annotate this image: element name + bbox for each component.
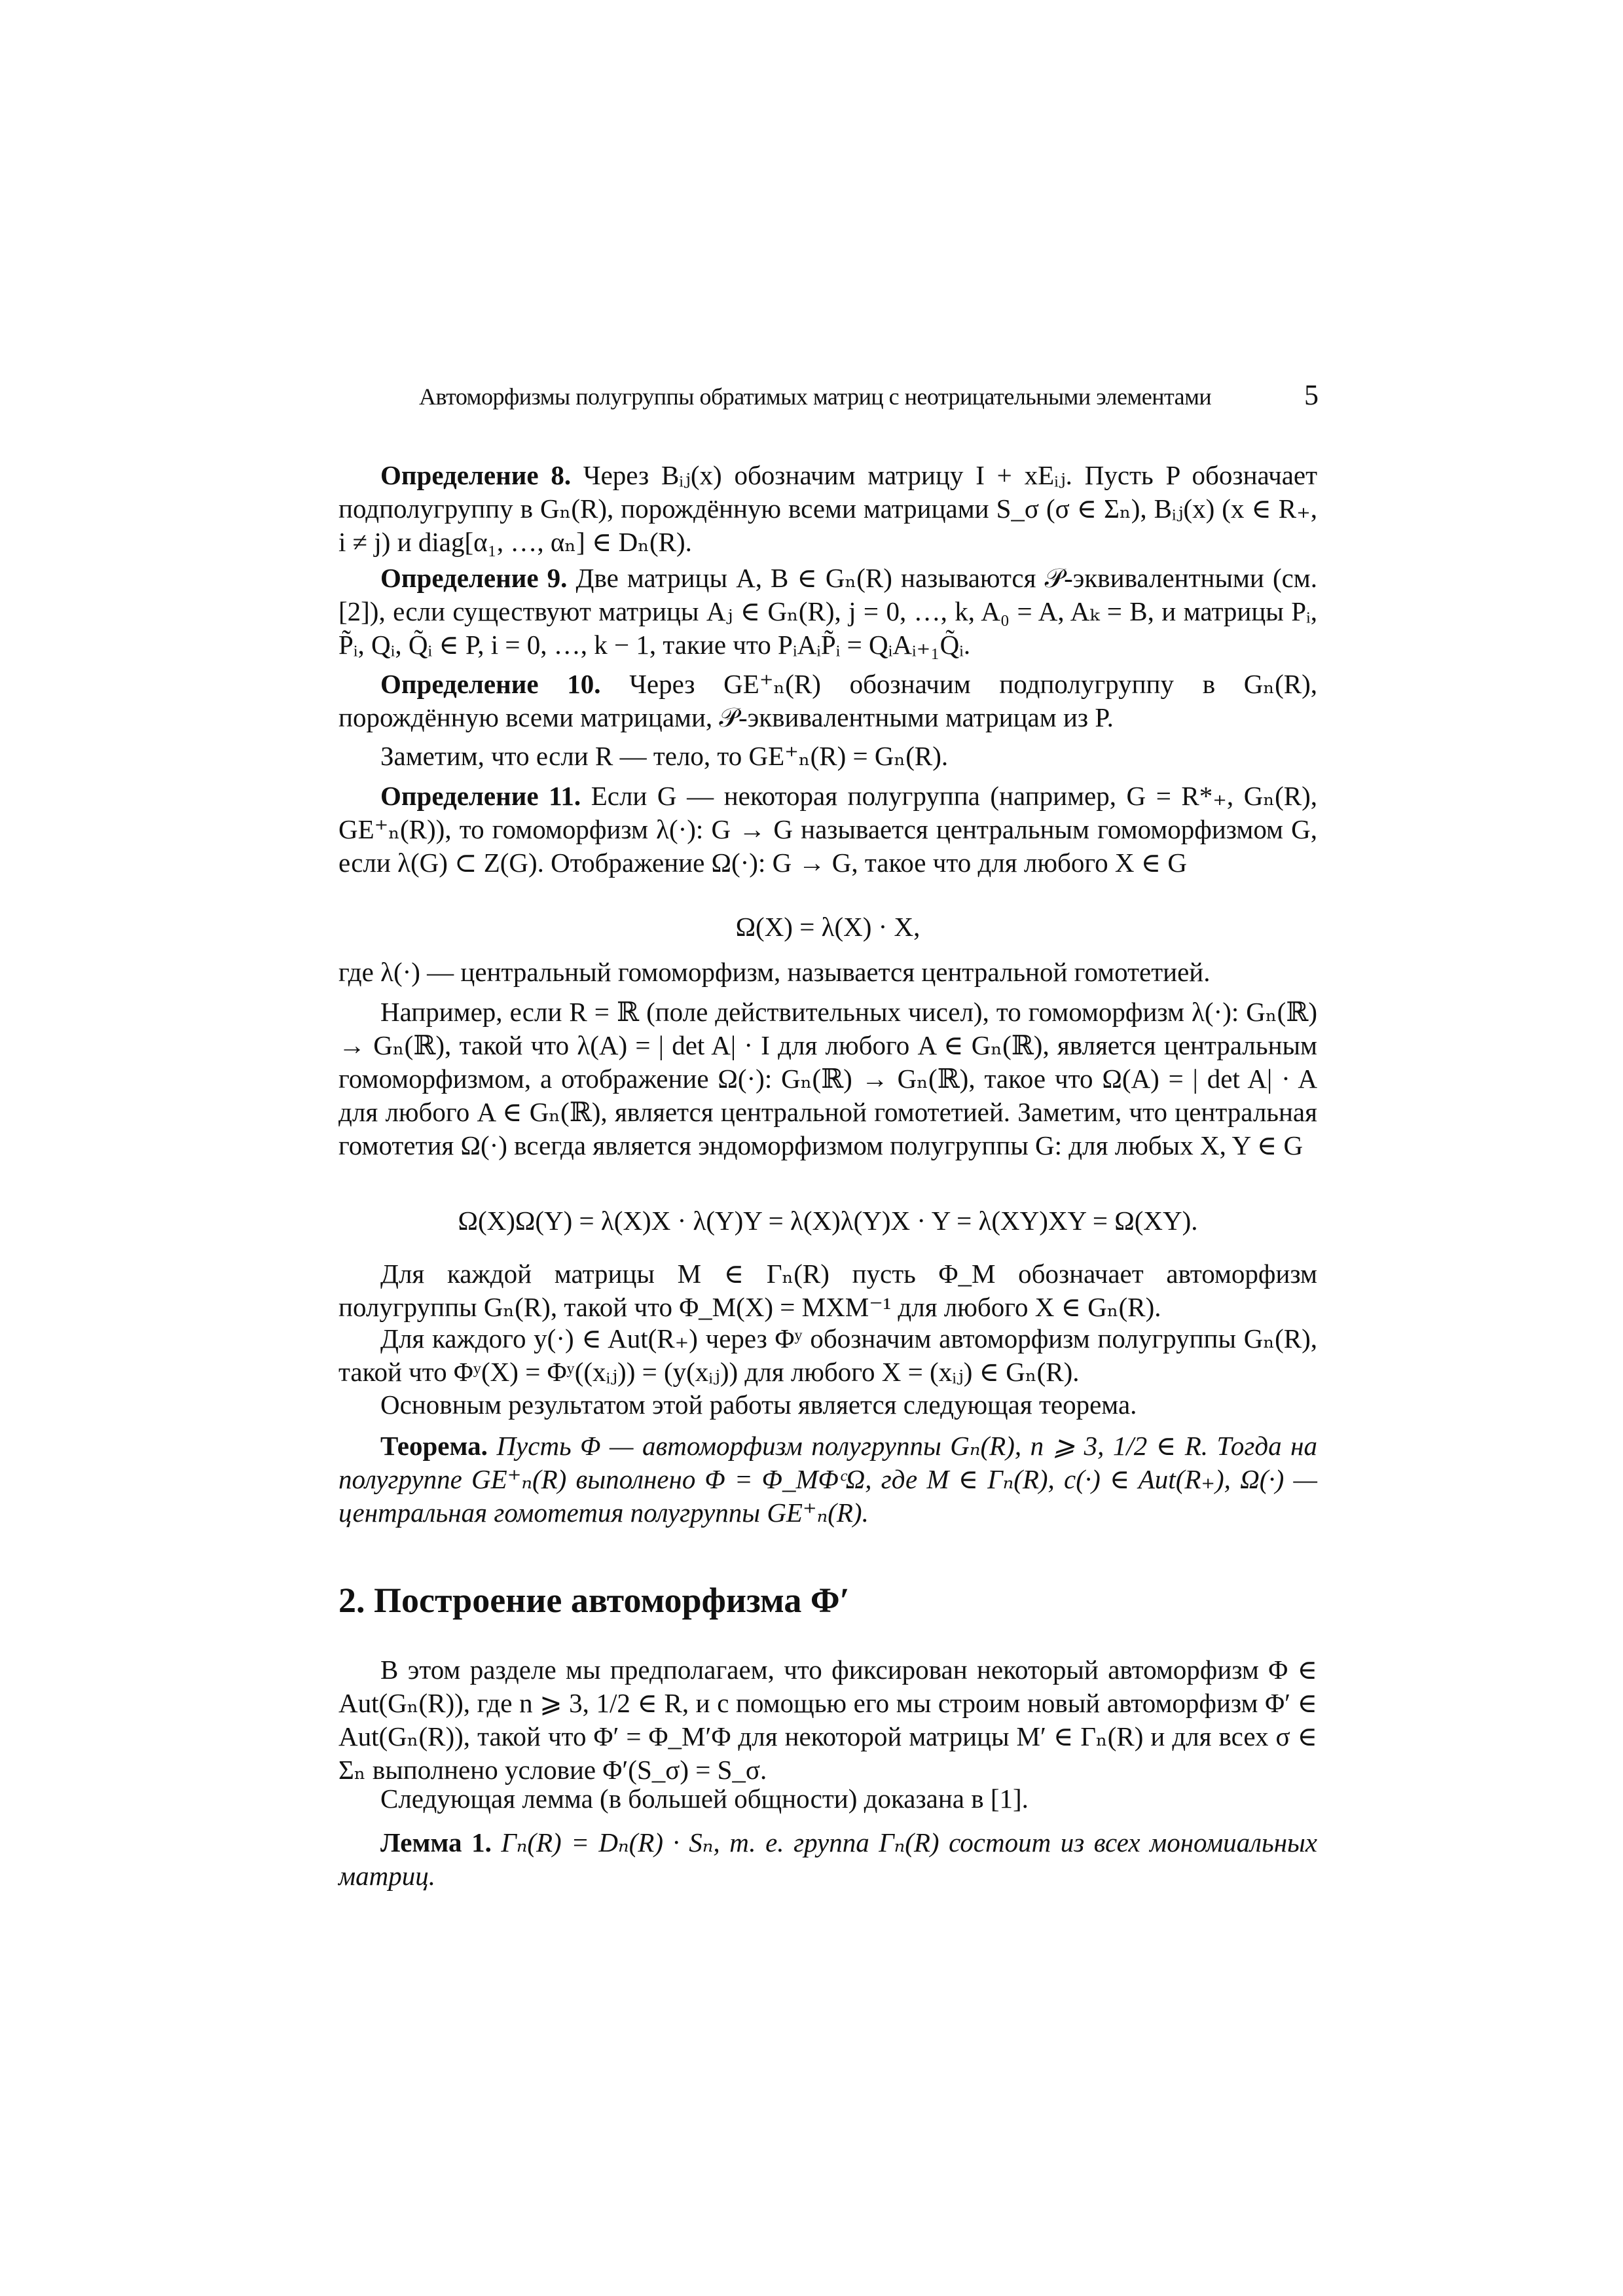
formula-omega: Ω(X) = λ(X) · X,: [735, 912, 921, 942]
page-number: 5: [1304, 379, 1319, 411]
lemma-intro: Следующая лемма (в большей общности) доказана в [1].: [380, 1784, 1029, 1814]
definition-label: Определение 8.: [380, 460, 572, 490]
lemma-label: Лемма 1.: [380, 1827, 492, 1857]
definition-11: [338, 780, 1317, 880]
paragraph-phi-y: Для каждого y(·) ∈ Aut(R₊) через Φʸ обозначим автоморфизм полугруппы Gₙ(R), такой что Φʸ(X) = Φʸ((xᵢⱼ)) = (y(xᵢⱼ)) для любого X = (xᵢⱼ) ∈ Gₙ(R).: [338, 1323, 1317, 1387]
lemma-text: Γₙ(R) = Dₙ(R) · Sₙ, т. е. группа Γₙ(R) состоит из всех мономиальных матриц.: [338, 1827, 1317, 1891]
running-title: Автоморфизмы полугруппы обратимых матриц с неотрицательными элементами: [419, 384, 1212, 410]
section-intro: В этом разделе мы предполагаем, что фиксирован некоторый автоморфизм Φ ∈ Aut(Gₙ(R)), где n ⩾ 3, 1/2 ∈ R, и с помощью его мы строим новый автоморфизм Φ′ ∈ Aut(Gₙ(R)), такой что Φ′ = Φ_M′Φ для некоторой матрицы M′ ∈ Γₙ(R) и для всех σ ∈ Σₙ выполнено условие Φ′(S_σ) = S_σ.: [338, 1655, 1317, 1785]
definition-10: [338, 668, 1317, 734]
main-result-paragraph: Основным результатом этой работы является следующая теорема.: [380, 1390, 1137, 1420]
section-heading: 2. Построение автоморфизма Φ′: [338, 1581, 850, 1620]
definition-label: Определение 9.: [380, 563, 568, 593]
remark-paragraph: Заметим, что если R — тело, то GE⁺ₙ(R) = Gₙ(R).: [380, 741, 949, 771]
definition-text: Если G — некоторая полугруппа (например, G = R*₊, Gₙ(R), GE⁺ₙ(R)), то гомоморфизм λ(·): G → G называется центральным гомоморфизмом G, если λ(G) ⊂ Z(G). Отображение Ω(·): G → G, такое что для любого X ∈ G: [338, 781, 1317, 878]
definition-label: Определение 11.: [380, 781, 581, 811]
theorem-text: Пусть Φ — автоморфизм полугруппы Gₙ(R), n ⩾ 3, 1/2 ∈ R. Тогда на полугруппе GE⁺ₙ(R) выполнено Φ = Φ_MΦᶜΩ, где M ∈ Γₙ(R), c(·) ∈ Aut(R₊), Ω(·) — центральная гомотетия полугруппы GE⁺ₙ(R).: [338, 1431, 1317, 1528]
definition-label: Определение 10.: [380, 669, 601, 699]
definition-text: Через Bᵢⱼ(x) обозначим матрицу I + xEᵢⱼ. Пусть P обозначает подполугруппу в Gₙ(R), порождённую всеми матрицами S_σ (σ ∈ Σₙ), Bᵢⱼ(x) (x ∈ R₊, i ≠ j) и diag[α₁, …, αₙ] ∈ Dₙ(R).: [338, 460, 1318, 557]
paragraph-phi-m: Для каждой матрицы M ∈ Γₙ(R) пусть Φ_M обозначает автоморфизм полугруппы Gₙ(R), такой что Φ_M(X) = MXM⁻¹ для любого X ∈ Gₙ(R).: [338, 1259, 1317, 1322]
definition-text: Две матрицы A, B ∈ Gₙ(R) называются 𝒫-эквивалентными (см. [2]), если существуют матрицы Aⱼ ∈ Gₙ(R), j = 0, …, k, A₀ = A, Aₖ = B, и матрицы Pᵢ, P̃ᵢ, Qᵢ, Q̃ᵢ ∈ P, i = 0, …, k − 1, такие что PᵢAᵢP̃ᵢ = QᵢAᵢ₊₁Q̃ᵢ.: [338, 563, 1318, 660]
formula-endomorphism: Ω(X)Ω(Y) = λ(X)X · λ(Y)Y = λ(X)λ(Y)X · Y = λ(XY)XY = Ω(XY).: [458, 1206, 1198, 1236]
example-paragraph: Например, если R = ℝ (поле действительных чисел), то гомоморфизм λ(·): Gₙ(ℝ) → Gₙ(ℝ), такой что λ(A) = | det A| · I для любого A ∈ Gₙ(ℝ), является центральным гомоморфизмом, а отображение Ω(·): Gₙ(ℝ) → Gₙ(ℝ), такое что Ω(A) = | det A| · A для любого A ∈ Gₙ(ℝ), является центральной гомотетией. Заметим, что центральная гомотетия Ω(·) всегда является эндоморфизмом полугруппы G: для любых X, Y ∈ G: [338, 997, 1317, 1160]
definition-text: Через GE⁺ₙ(R) обозначим подполугруппу в Gₙ(R), порождённую всеми матрицами, 𝒫-эквивалентными матрицам из P.: [338, 669, 1318, 732]
theorem: [338, 1429, 1317, 1530]
theorem-label: Теорема.: [380, 1431, 488, 1461]
definition-9: [338, 562, 1317, 662]
definition-11-tail: где λ(·) — центральный гомоморфизм, называется центральной гомотетией.: [338, 957, 1211, 987]
lemma-1: [338, 1826, 1317, 1893]
definition-8: [338, 459, 1317, 559]
